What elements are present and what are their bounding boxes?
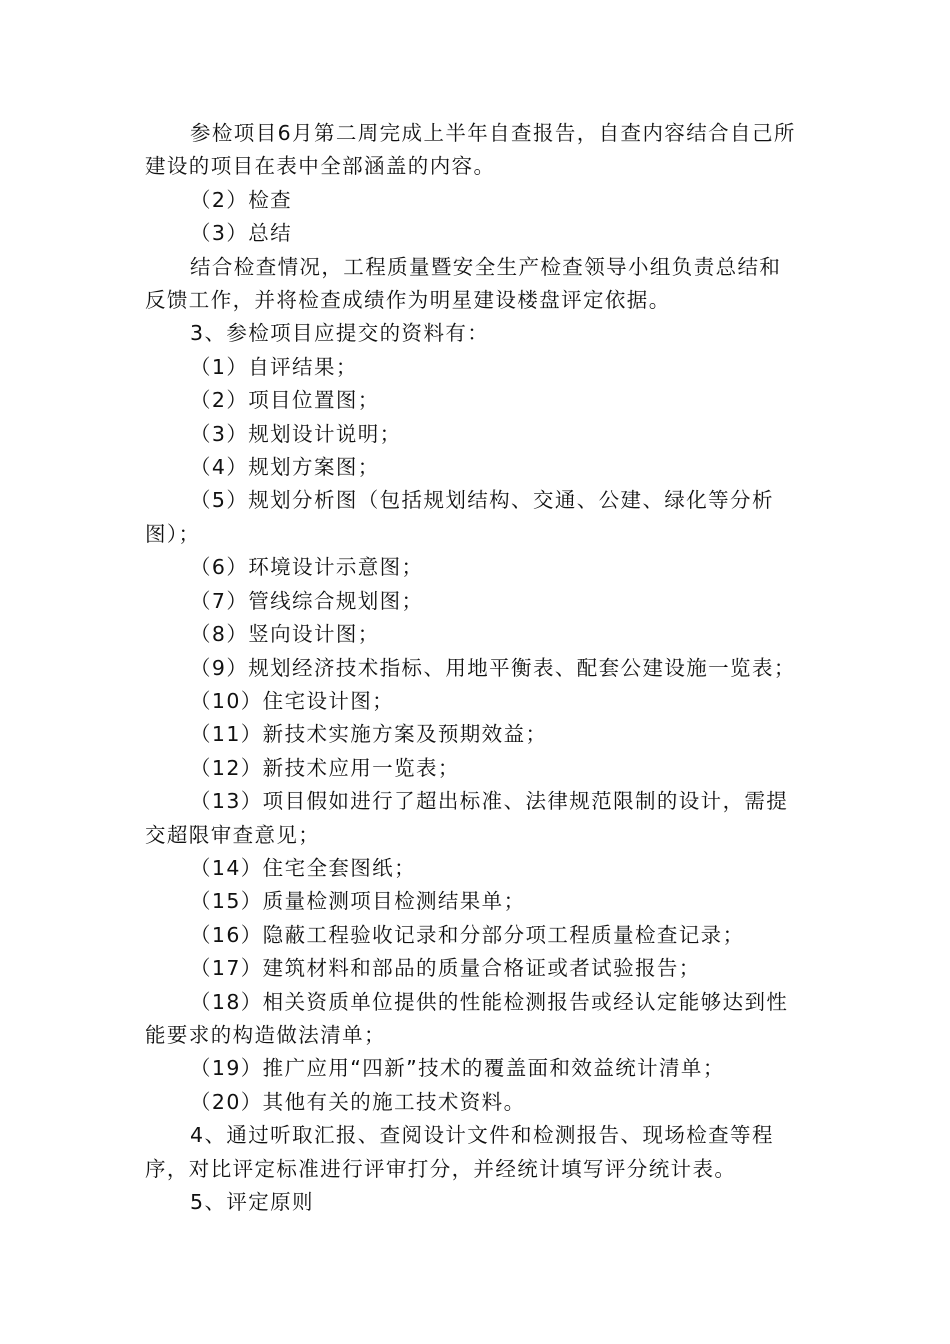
paragraph-self-check-report: 参检项目6月第二周完成上半年自查报告，自查内容结合自己所建设的项目在表中全部涵盖的内容。 [145,121,796,179]
list-item: （12）新技术应用一览表； [190,755,460,780]
list-item: （13）项目假如进行了超出标准、法律规范限制的设计，需提交超限审查意见； [145,789,789,847]
list-item: （2）项目位置图； [190,388,380,413]
list-item: （4）规划方案图； [190,455,380,480]
list-item: （5）规划分析图（包括规划结构、交通、公建、绿化等分析图）； [145,488,774,546]
paragraph-review-procedure: 4、通过听取汇报、查阅设计文件和检测报告、现场检查等程序，对比评定标准进行评审打分，并经统计填写评分统计表。 [145,1123,774,1181]
list-item: （9）规划经济技术指标、用地平衡表、配套公建设施一览表； [190,655,796,680]
list-item: （20）其他有关的施工技术资料。 [190,1089,526,1114]
list-item: （17）建筑材料和部品的质量合格证或者试验报告； [190,956,701,981]
list-item: （10）住宅设计图； [190,688,395,713]
list-item: （16）隐蔽工程验收记录和分部分项工程质量检查记录； [190,922,745,947]
list-item-summary: （3）总结 [190,221,293,246]
section-heading-materials: 3、参检项目应提交的资料有： [190,321,490,346]
list-item: （11）新技术实施方案及预期效益； [190,722,548,747]
list-item: （8）竖向设计图； [190,622,380,647]
list-item: （3）规划设计说明； [190,421,402,446]
list-item: （18）相关资质单位提供的性能检测报告或经认定能够达到性能要求的构造做法清单； [145,989,789,1047]
section-heading-evaluation-principles: 5、评定原则 [190,1190,314,1214]
list-item: （1）自评结果； [190,354,358,379]
list-item: （15）质量检测项目检测结果单； [190,889,526,914]
list-item: （14）住宅全套图纸； [190,855,416,880]
list-item-inspection: （2）检查 [190,187,293,212]
paragraph-summary-feedback: 结合检查情况，工程质量暨安全生产检查领导小组负责总结和反馈工作，并将检查成绩作为明星建设楼盘评定依据。 [145,254,782,313]
list-item: （19）推广应用“四新”技术的覆盖面和效益统计清单； [190,1056,725,1081]
list-item: （7）管线综合规划图； [190,588,424,613]
document-page [145,117,800,1219]
list-item: （6）环境设计示意图； [190,555,424,580]
